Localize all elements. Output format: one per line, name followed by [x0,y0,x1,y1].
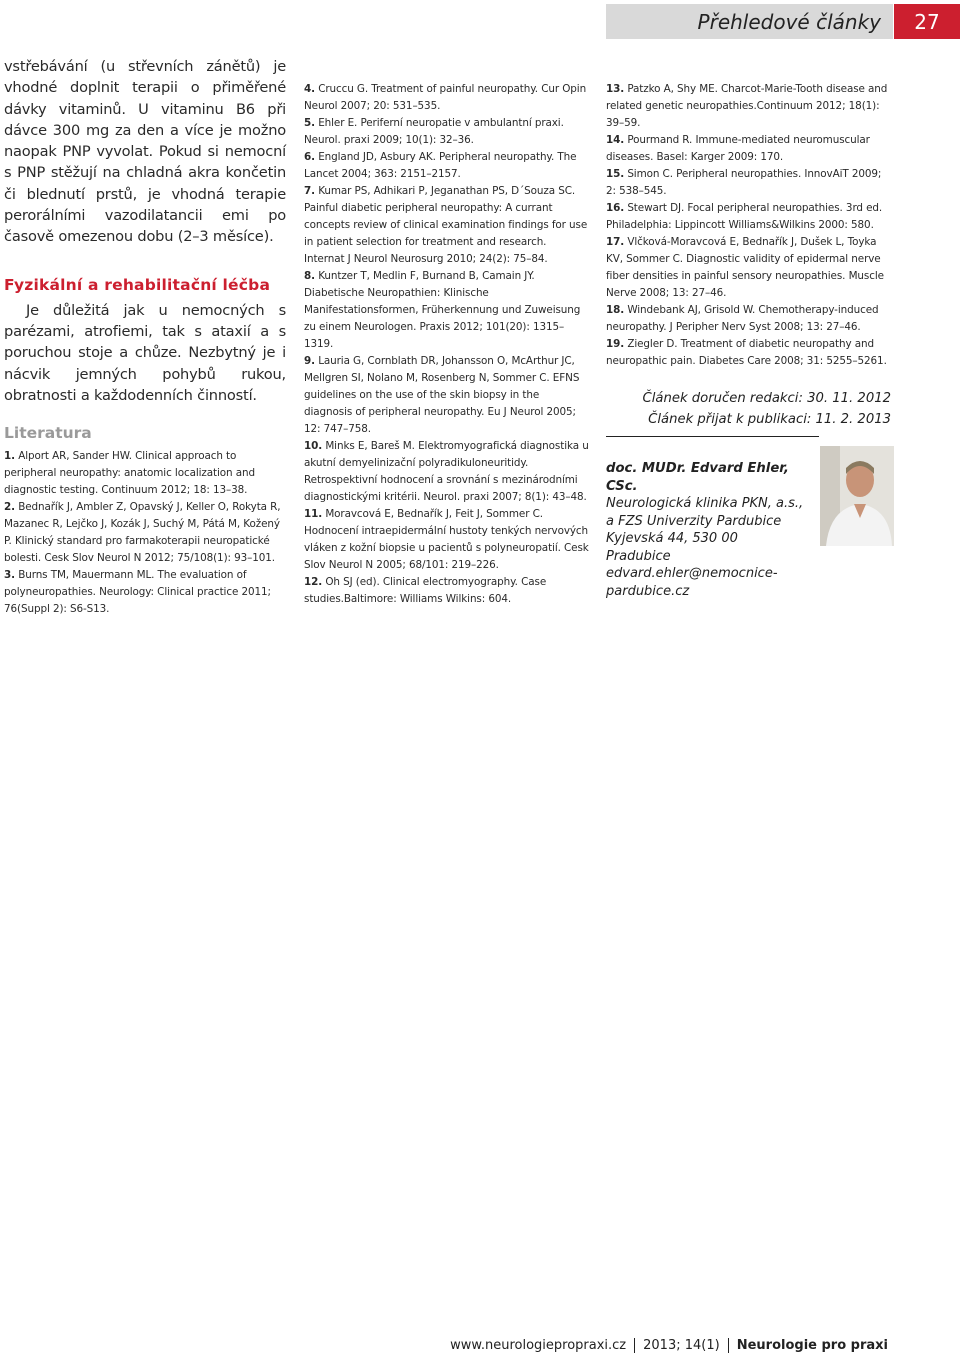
reference-item [4,448,286,499]
body-paragraph: Je důležitá jak u nemocných s parézami, atrofiemi, tak s ataxií a s poruchou stoje a chůze. Nezbytný je i nácvik jemných pohybů rukou, obratnosti a každodenních činností. [4,301,286,404]
reference-number: 17. [606,236,625,248]
reference-list [304,81,589,608]
reference-item [4,567,286,618]
divider [634,1338,635,1353]
reference-number: 10. [304,440,323,452]
reference-item [606,200,891,234]
reference-text: Lauria G, Cornblath DR, Johansson O, McArthur JC, Mellgren SI, Nolano M, Rosenberg N, Sommer C. EFNS guidelines on the use of the skin biopsy in the diagnosis of peripheral neuropathy. Eu J Neurol 2005; 12: 747–758. [304,355,580,435]
divider [728,1338,729,1353]
footer-journal: Neurologie pro praxi [736,1338,888,1353]
reference-number: 4. [304,83,315,95]
reference-number: 9. [304,355,315,367]
footer-issue: 2013; 14(1) [643,1338,720,1353]
reference-text: Alport AR, Sander HW. Clinical approach to peripheral neuropathy: anatomic localization and diagnostic testing. Continuum 2012; 18: 13–38. [4,450,255,497]
rehab-heading: Fyzikální a rehabilitační léčba [4,275,271,294]
reference-number: 19. [606,338,625,350]
reference-text: Vlčková-Moravcová E, Bednařík J, Dušek L, Toyka KV, Sommer C. Diagnostic validity of epidermal nerve fiber densities in painful sensory neuropathies. Muscle Nerve 2008; 13: 27–46. [606,236,884,299]
column-3 [606,81,891,430]
author-contact [606,460,806,600]
reference-text: Stewart DJ. Focal peripheral neuropathies. 3rd ed. Philadelphia: Lippincott Williams&Wilkins 2000: 580. [606,202,883,231]
reference-number: 18. [606,304,625,316]
publication-dates [606,388,891,430]
divider [606,436,819,437]
section-header [606,4,893,39]
reference-item [304,81,589,115]
reference-text: Minks E, Bareš M. Elektromyografická diagnostika u akutní demyelinizační polyradikuloneuritidy. Retrospektivní hodnocení a srovnání s mezinárodními diagnostickými kritérii. Neurol. praxi 2007; 8(1): 43–48. [304,440,589,503]
reference-text: Burns TM, Mauermann ML. The evaluation of polyneuropathies. Neurology: Clinical practice 2011; 76(Suppl 2): S6-S13. [4,569,271,616]
reference-item [606,132,891,166]
author-affiliation: Neurologická klinika PKN, a.s., [606,496,804,511]
received-date: Článek doručen redakci: 30. 11. 2012 [642,391,891,406]
reference-item [304,438,589,506]
reference-item [606,166,891,200]
reference-number: 2. [4,501,15,514]
body-paragraph: vstřebávání (u střevních zánětů) je vhodné doplnit terapii o přiměřené dávky vitaminů. U vitaminu B6 při dávce 300 mg za den a více je možno naopak PNP vyvolat. Pokud si nemocní s PNP stěžují na chladná akra končetin či blednutí prstů, je vhodná terapie perorálními vazodilatancii emi po časově omezenou dobu (2–3 měsíce). [4,58,286,246]
column-1 [4,56,286,618]
reference-number: 5. [304,117,315,129]
reference-text: Kuntzer T, Medlin F, Burnand B, Camain JY. Diabetische Neuropathien: Klinische Manifestationsformen, Früherkennung und Zuweisung zu einem Neurologen. Praxis 2012; 101(20): 1315–1319. [304,270,581,350]
reference-item [304,268,589,353]
reference-number: 1. [4,450,15,463]
reference-text: Patzko A, Shy ME. Charcot-Marie-Tooth disease and related genetic neuropathies.Continuum 2012; 18(1): 39–59. [606,83,888,129]
reference-number: 7. [304,185,315,197]
author-name: doc. MUDr. Edvard Ehler, CSc. [606,461,789,494]
reference-item [4,499,286,567]
author-address: Kyjevská 44, 530 00 Pradubice [606,531,738,564]
reference-item [304,115,589,149]
author-portrait-icon [820,446,894,546]
reference-number: 3. [4,569,15,582]
author-email[interactable]: edvard.ehler@nemocnice-pardubice.cz [606,566,778,599]
literature-heading: Literatura [4,424,92,443]
reference-number: 14. [606,134,625,146]
reference-number: 8. [304,270,315,282]
author-photo [820,446,894,546]
reference-list [606,81,891,370]
reference-item [606,302,891,336]
accepted-date: Článek přijat k publikaci: 11. 2. 2013 [648,412,891,427]
reference-list [4,448,286,618]
reference-text: Simon C. Peripheral neuropathies. InnovAiT 2009; 2: 538–545. [606,168,882,197]
reference-text: England JD, Asbury AK. Peripheral neuropathy. The Lancet 2004; 363: 2151–2157. [304,151,577,180]
reference-text: Windebank AJ, Grisold W. Chemotherapy-induced neuropathy. J Peripher Nerv Syst 2008; 13: 27–46. [606,304,879,333]
reference-number: 15. [606,168,625,180]
reference-text: Cruccu G. Treatment of painful neuropathy. Cur Opin Neurol 2007; 20: 531–535. [304,83,587,112]
section-title: Přehledové články [697,9,881,34]
reference-item [304,149,589,183]
reference-item [606,81,891,132]
page-number: 27 [894,4,960,39]
reference-number: 11. [304,508,323,520]
reference-text: Pourmand R. Immune-mediated neuromuscular diseases. Basel: Karger 2009: 170. [606,134,870,163]
reference-item [304,506,589,574]
reference-text: Ziegler D. Treatment of diabetic neuropathy and neuropathic pain. Diabetes Care 2008; 31: 5255–5261. [606,338,887,367]
reference-item [606,336,891,370]
reference-item [606,234,891,302]
reference-text: Kumar PS, Adhikari P, Jeganathan PS, D´Souza SC. Painful diabetic peripheral neuropathy: A currant concepts review of clinical examination findings for use in patient selection for treatment and research. Internat J Neurol Neurosurg 2010; 24(2): 75–84. [304,185,588,265]
reference-item [304,353,589,438]
column-2 [304,81,589,608]
reference-number: 12. [304,576,323,588]
reference-number: 13. [606,83,625,95]
reference-text: Moravcová E, Bednařík J, Feit J, Sommer C. Hodnocení intraepidermální hustoty tenkých nervových vláken z kožní biopsie u pacientů s polyneuropatií. Cesk Slov Neurol N 2005; 68/101: 219–226. [304,508,589,571]
page-footer [450,1338,888,1353]
reference-text: Bednařík J, Ambler Z, Opavský J, Keller O, Rokyta R, Mazanec R, Lejčko J, Kozák J, Suchý M, Pátá M, Kožený P. Klinický standard pro farmakoterapii neuropatické bolesti. Cesk Slov Neurol N 2012; 75/108(1): 93–101. [4,501,281,565]
reference-text: Oh SJ (ed). Clinical electromyography. Case studies.Baltimore: Williams Wilkins: 604. [304,576,547,605]
author-affiliation: a FZS Univerzity Pardubice [606,513,782,529]
reference-number: 6. [304,151,315,163]
reference-item [304,574,589,608]
reference-item [304,183,589,268]
reference-text: Ehler E. Periferní neuropatie v ambulantní praxi. Neurol. praxi 2009; 10(1): 32–36. [304,117,564,146]
footer-website[interactable]: www.neurologiepropraxi.cz [450,1338,627,1353]
reference-number: 16. [606,202,625,214]
